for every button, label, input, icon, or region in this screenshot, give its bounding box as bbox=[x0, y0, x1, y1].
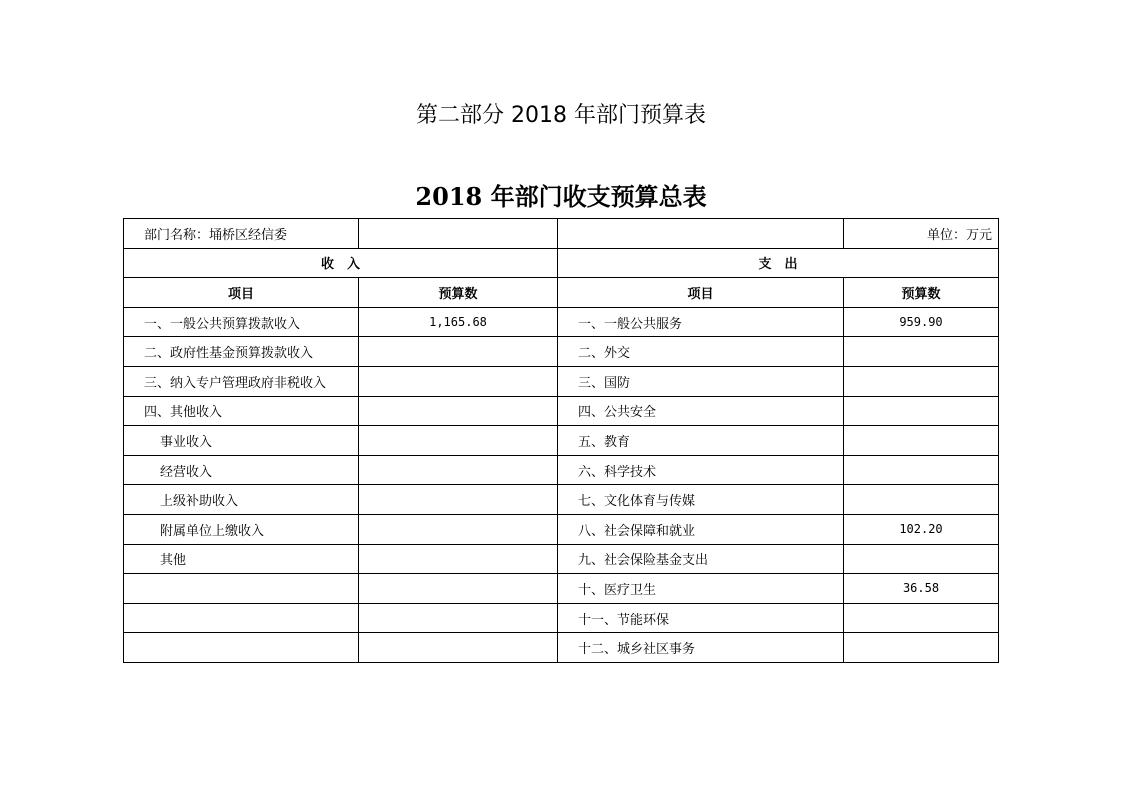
income-amount-cell bbox=[359, 455, 558, 485]
income-item-cell: 上级补助收入 bbox=[124, 485, 359, 515]
income-item-cell: 二、政府性基金预算拨款收入 bbox=[124, 337, 359, 367]
expenditure-amount-cell: 102.20 bbox=[844, 514, 999, 544]
expenditure-item-cell: 十二、城乡社区事务 bbox=[558, 633, 844, 663]
expenditure-section-header: 支 出 bbox=[558, 248, 999, 278]
table-row bbox=[124, 426, 999, 456]
income-amount-cell bbox=[359, 366, 558, 396]
income-amount-cell bbox=[359, 426, 558, 456]
income-amount-cell bbox=[359, 396, 558, 426]
table-row bbox=[124, 366, 999, 396]
income-item-cell bbox=[124, 633, 359, 663]
expenditure-amount-cell: 36.58 bbox=[844, 574, 999, 604]
table-row bbox=[124, 307, 999, 337]
income-item-cell: 四、其他收入 bbox=[124, 396, 359, 426]
expenditure-amount-cell bbox=[844, 544, 999, 574]
income-amount-cell bbox=[359, 337, 558, 367]
table-row bbox=[124, 455, 999, 485]
empty-cell bbox=[558, 219, 844, 249]
expenditure-amount-cell bbox=[844, 396, 999, 426]
table-title: 2018 年部门收支预算总表 bbox=[415, 182, 707, 211]
income-amount-cell bbox=[359, 633, 558, 663]
income-section-header: 收 入 bbox=[124, 248, 558, 278]
income-amount-cell: 1,165.68 bbox=[359, 307, 558, 337]
income-item-cell: 其他 bbox=[124, 544, 359, 574]
income-item-cell: 三、纳入专户管理政府非税收入 bbox=[124, 366, 359, 396]
expenditure-amount-header: 预算数 bbox=[844, 278, 999, 308]
expenditure-item-cell: 七、文化体育与传媒 bbox=[558, 485, 844, 515]
expenditure-item-header: 项目 bbox=[558, 278, 844, 308]
expenditure-item-cell: 六、科学技术 bbox=[558, 455, 844, 485]
unit-cell: 单位：万元 bbox=[844, 219, 999, 249]
expenditure-item-cell: 三、国防 bbox=[558, 366, 844, 396]
expenditure-item-cell: 十、医疗卫生 bbox=[558, 574, 844, 604]
expenditure-item-cell: 五、教育 bbox=[558, 426, 844, 456]
income-item-cell: 事业收入 bbox=[124, 426, 359, 456]
expenditure-amount-cell bbox=[844, 633, 999, 663]
department-name-cell: 部门名称：埇桥区经信委 bbox=[124, 219, 359, 249]
income-amount-cell bbox=[359, 485, 558, 515]
expenditure-amount-cell bbox=[844, 366, 999, 396]
part-title: 第二部分 2018 年部门预算表 bbox=[416, 103, 706, 128]
expenditure-amount-cell bbox=[844, 603, 999, 633]
table-row bbox=[124, 574, 999, 604]
table-row bbox=[124, 603, 999, 633]
expenditure-amount-cell bbox=[844, 485, 999, 515]
expenditure-item-cell: 四、公共安全 bbox=[558, 396, 844, 426]
expenditure-amount-cell bbox=[844, 426, 999, 456]
expenditure-item-cell: 九、社会保险基金支出 bbox=[558, 544, 844, 574]
expenditure-item-cell: 二、外交 bbox=[558, 337, 844, 367]
table-row bbox=[124, 544, 999, 574]
income-item-cell: 一、一般公共预算拨款收入 bbox=[124, 307, 359, 337]
table-row bbox=[124, 337, 999, 367]
income-item-header: 项目 bbox=[124, 278, 359, 308]
section-header-row bbox=[124, 248, 999, 278]
income-item-cell: 经营收入 bbox=[124, 455, 359, 485]
income-amount-cell bbox=[359, 514, 558, 544]
expenditure-amount-cell: 959.90 bbox=[844, 307, 999, 337]
expenditure-item-cell: 十一、节能环保 bbox=[558, 603, 844, 633]
expenditure-item-cell: 八、社会保障和就业 bbox=[558, 514, 844, 544]
table-row bbox=[124, 514, 999, 544]
income-item-cell: 附属单位上缴收入 bbox=[124, 514, 359, 544]
expenditure-amount-cell bbox=[844, 455, 999, 485]
income-item-cell bbox=[124, 603, 359, 633]
column-header-row bbox=[124, 278, 999, 308]
empty-cell bbox=[359, 219, 558, 249]
table-row bbox=[124, 633, 999, 663]
table-row bbox=[124, 396, 999, 426]
income-amount-cell bbox=[359, 544, 558, 574]
income-amount-cell bbox=[359, 574, 558, 604]
income-amount-header: 预算数 bbox=[359, 278, 558, 308]
table-row bbox=[124, 485, 999, 515]
expenditure-item-cell: 一、一般公共服务 bbox=[558, 307, 844, 337]
meta-row bbox=[124, 219, 999, 249]
expenditure-amount-cell bbox=[844, 337, 999, 367]
budget-summary-table bbox=[123, 218, 999, 663]
income-item-cell bbox=[124, 574, 359, 604]
income-amount-cell bbox=[359, 603, 558, 633]
